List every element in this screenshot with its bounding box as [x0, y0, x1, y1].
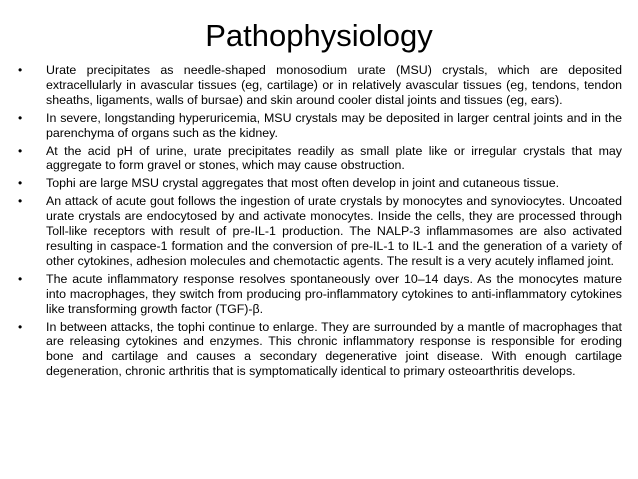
- bullet-dot-icon: •: [18, 110, 23, 125]
- bullet-text: At the acid pH of urine, urate precipitates readily as small plate like or irregular crystals that may aggregate to form gravel or stones, which may cause obstruction.: [46, 143, 622, 173]
- bullet-dot-icon: •: [18, 176, 23, 191]
- bullet-dot-icon: •: [18, 63, 23, 77]
- bullet-dot-icon: •: [18, 319, 23, 334]
- bullet-item: [18, 194, 622, 269]
- bullet-text: In between attacks, the tophi continue to enlarge. They are surrounded by a mantle of macrophages that are releasing cytokines and enzymes. This chronic inflammatory response is responsible for eroding bone and cartilage and causes a secondary degenerative joint disease. With enough cartilage degeneration, chronic arthritis that is symptomatically identical to primary osteoarthritis develops.: [46, 319, 622, 379]
- bullet-dot-icon: •: [18, 143, 23, 158]
- bullet-dot-icon: •: [18, 194, 23, 209]
- bullet-item: [18, 272, 622, 317]
- bullet-list: [18, 63, 622, 382]
- bullet-text: Tophi are large MSU crystal aggregates that most often develop in joint and cutaneous tissue.: [46, 176, 560, 191]
- bullet-item: [18, 176, 622, 191]
- bullet-text: The acute inflammatory response resolves spontaneously over 10–14 days. As the monocytes mature into macrophages, they switch from producing pro-inflammatory cytokines to anti-inflammatory cytokines like transforming growth factor (TGF)-β.: [46, 271, 622, 316]
- bullet-item: [18, 63, 622, 108]
- bullet-text: An attack of acute gout follows the ingestion of urate crystals by monocytes and synoviocytes. Uncoated urate crystals are endocytosed by and activate monocytes. Inside the cells, they are processed through Toll-like receptors with result of pre-IL-1 production. The NALP-3 inflammasomes are also activated resulting in caspace-1 formation and the conversion of pre-IL-1 to IL-1 and the generation of a variety of other cytokines, adhesion molecules and chemotactic agents. The result is a very acutely inflamed joint.: [46, 194, 622, 268]
- bullet-item: [18, 320, 622, 380]
- bullet-text: In severe, longstanding hyperuricemia, MSU crystals may be deposited in larger central joints and in the parenchyma of organs such as the kidney.: [46, 110, 622, 140]
- bullet-item: [18, 144, 622, 174]
- slide-title: Pathophysiology: [205, 18, 433, 53]
- bullet-item: [18, 111, 622, 141]
- bullet-dot-icon: •: [18, 271, 23, 286]
- bullet-text: Urate precipitates as needle-shaped monosodium urate (MSU) crystals, which are deposited extracellularly in avascular tissues (eg, cartilage) or in relatively avascular tissues (eg, tendons, tendon sheaths, ligaments, walls of bursae) and skin around cooler distal joints and tissues (eg, ears).: [46, 63, 622, 107]
